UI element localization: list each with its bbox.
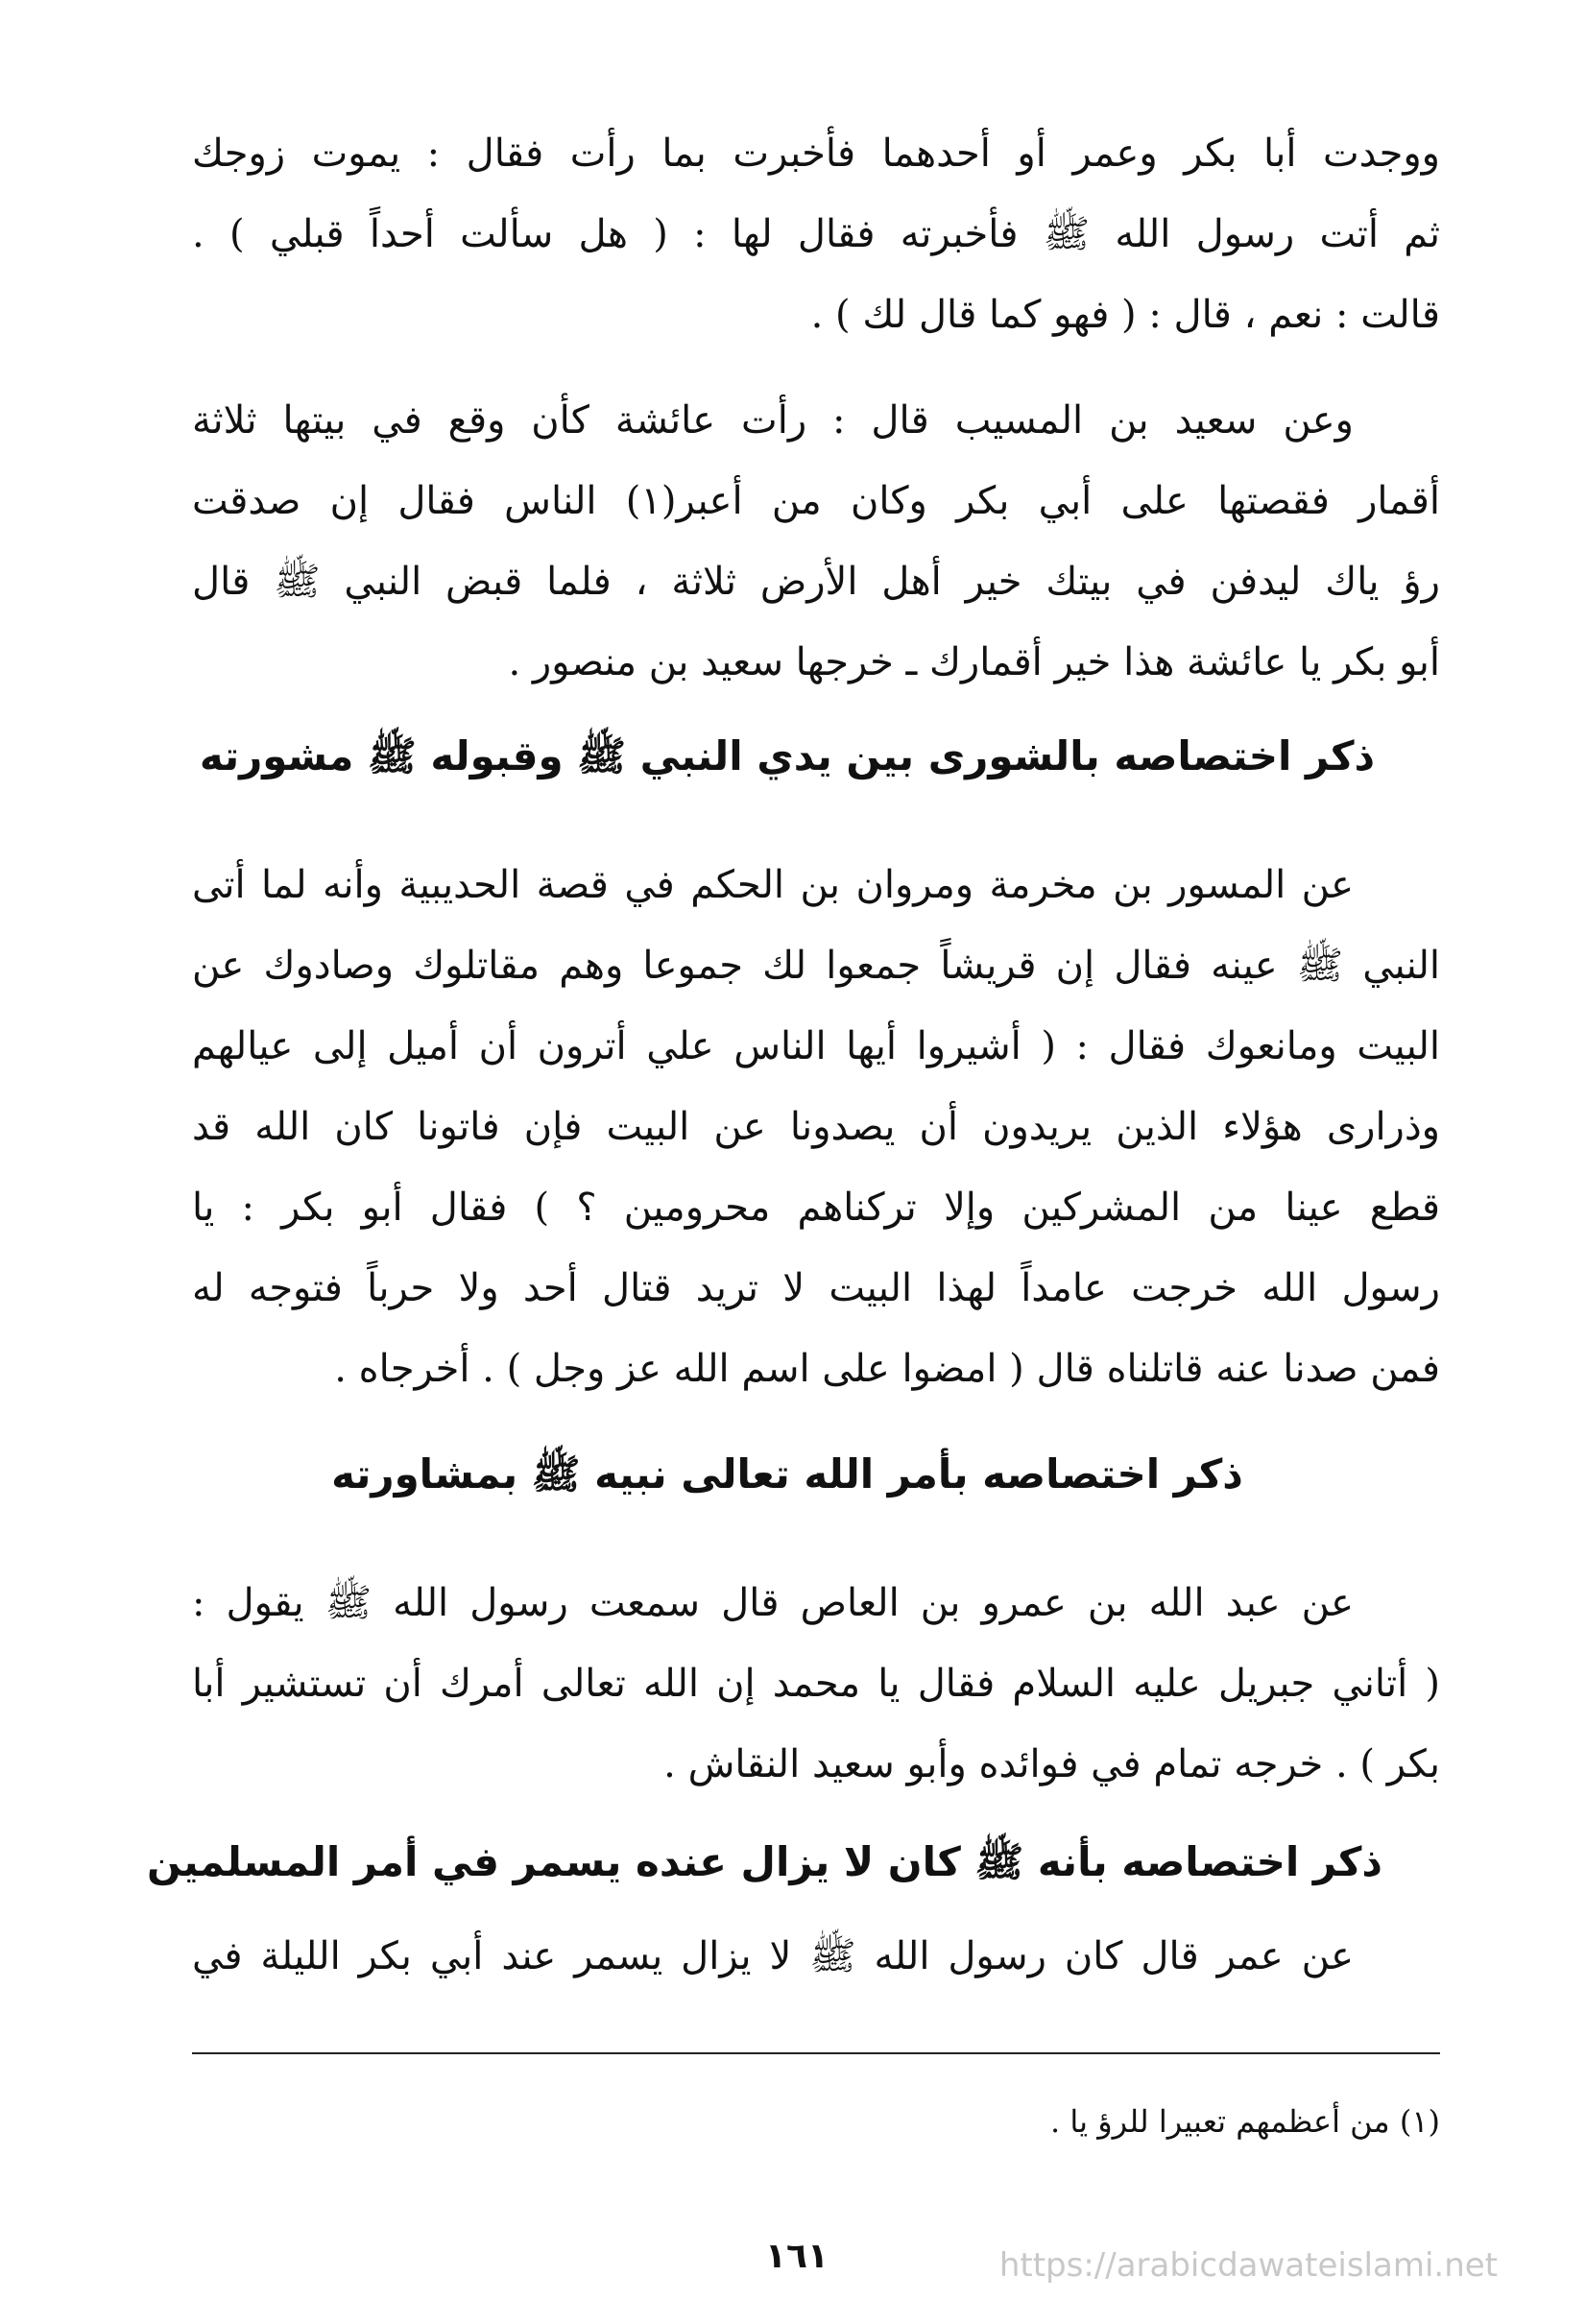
- text-line: البيت ومانعوك فقال : ( أشيروا أيها الناس علي أترون أن أميل إلى عيالهم: [192, 1024, 1440, 1068]
- text-line: قالت : نعم ، قال : ( فهو كما قال لك ) .: [810, 293, 1440, 337]
- text-line: رؤ ياك ليدفن في بيتك خير أهل الأرض ثلاثة ، فلما قبض النبي ﷺ قال: [192, 560, 1440, 604]
- text-line: رسول الله خرجت عامداً لهذا البيت لا تريد قتال أحد ولا حرباً فتوجه له: [192, 1266, 1440, 1310]
- section-heading-shura: ذكر اختصاصه بالشورى بين يدي النبي ﷺ وقبوله ﷺ مشورته: [199, 732, 1376, 779]
- text-line: أقمار فقصتها على أبي بكر وكان من أعبر(١) الناس فقال إن صدقت: [192, 479, 1440, 523]
- paragraph-jibril: [192, 1563, 1440, 1805]
- paragraph-dream-interpretation: [192, 113, 1440, 355]
- text-line: أبو بكر يا عائشة هذا خير أقمارك ـ خرجها سعيد بن منصور .: [508, 640, 1440, 684]
- text-line: عن عبد الله بن عمرو بن العاص قال سمعت رسول الله ﷺ يقول :: [192, 1581, 1354, 1625]
- text-line: ووجدت أبا بكر وعمر أو أحدهما فأخبرت بما رأت فقال : يموت زوجك: [192, 132, 1440, 176]
- text-line: النبي ﷺ عينه فقال إن قريشاً جمعوا لك جموعا وهم مقاتلوك وصادوك عن: [192, 944, 1440, 988]
- text-line: عن المسور بن مخرمة ومروان بن الحكم في قصة الحديبية وأنه لما أتى: [192, 863, 1354, 907]
- footnote: (١) من أعظمهم تعبيرا للرؤ يا .: [1050, 2103, 1440, 2140]
- section-heading-consultation: ذكر اختصاصه بأمر الله تعالى نبيه ﷺ بمشاورته: [331, 1450, 1243, 1497]
- section-heading-evening-talks: ذكر اختصاصه بأنه ﷺ كان لا يزال عنده يسمر في أمر المسلمين: [146, 1838, 1382, 1885]
- text-line: عن عمر قال كان رسول الله ﷺ لا يزال يسمر عند أبي بكر الليلة في: [192, 1934, 1354, 1978]
- paragraph-hudaybiyyah: [192, 845, 1440, 1409]
- paragraph-umar: [192, 1916, 1440, 1997]
- watermark-url: https://arabicdawateislami.net: [998, 2246, 1498, 2285]
- page-number: ١٦١: [765, 2237, 829, 2276]
- text-line: ( أتاني جبريل عليه السلام فقال يا محمد إن الله تعالى أمرك أن تستشير أبا: [192, 1662, 1440, 1706]
- text-line: وذرارى هؤلاء الذين يريدون أن يصدونا عن البيت فإن فاتونا كان الله قد: [192, 1105, 1440, 1149]
- footnote-divider: [192, 2052, 1440, 2054]
- text-line: بكر ) . خرجه تمام في فوائده وأبو سعيد النقاش .: [663, 1742, 1440, 1786]
- text-line: وعن سعيد بن المسيب قال : رأت عائشة كأن وقع في بيتها ثلاثة: [192, 398, 1354, 443]
- paragraph-aisha-three-moons: [192, 380, 1440, 703]
- text-line: فمن صدنا عنه قاتلناه قال ( امضوا على اسم الله عز وجل ) . أخرجاه .: [334, 1347, 1440, 1391]
- text-line: قطع عينا من المشركين وإلا تركناهم محرومين ؟ ) فقال أبو بكر : يا: [192, 1186, 1440, 1230]
- text-line: ثم أتت رسول الله ﷺ فأخبرته فقال لها : ( هل سألت أحداً قبلي ) .: [192, 212, 1440, 256]
